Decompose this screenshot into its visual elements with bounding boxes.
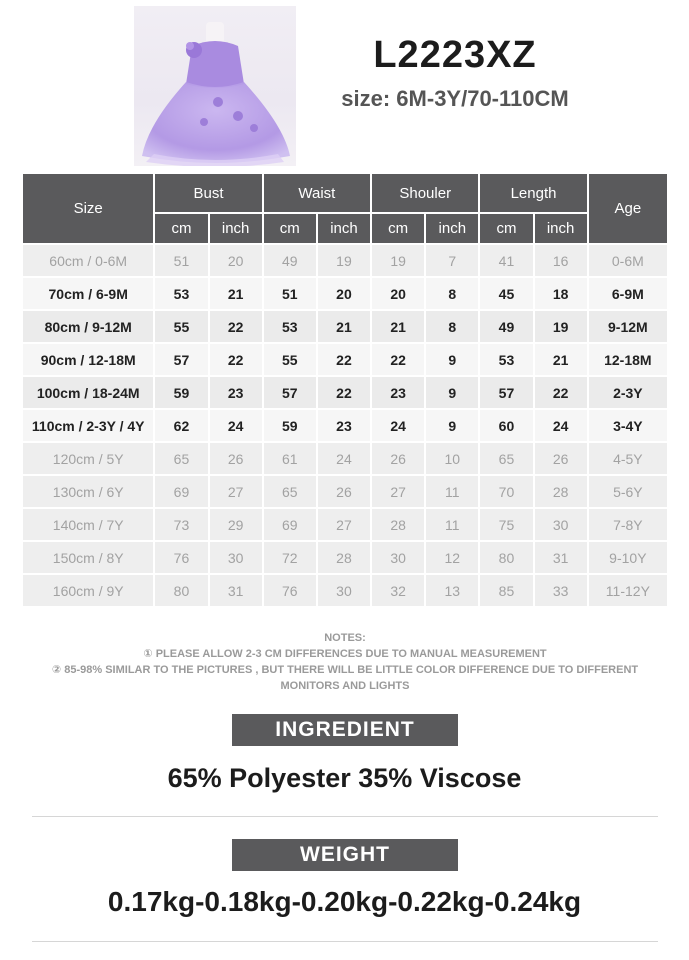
measure-cell: 28: [318, 542, 370, 573]
table-row: [23, 344, 667, 375]
measure-cell: 20: [210, 245, 262, 276]
notes-line-1: ① PLEASE ALLOW 2-3 CM DIFFERENCES DUE TO MANUAL MEASUREMENT: [143, 648, 547, 660]
measure-cell: 21: [210, 278, 262, 309]
unit-header: inch: [210, 214, 262, 243]
measure-cell: 65: [480, 443, 532, 474]
measure-cell: 80: [480, 542, 532, 573]
measure-cell: 26: [535, 443, 587, 474]
measure-cell: 51: [264, 278, 316, 309]
bust-header: Bust: [155, 174, 261, 212]
measure-cell: 30: [372, 542, 424, 573]
size-cell: 110cm / 2-3Y / 4Y: [23, 410, 153, 441]
measure-cell: 73: [155, 509, 207, 540]
size-cell: 60cm / 0-6M: [23, 245, 153, 276]
table-row: [23, 443, 667, 474]
age-cell: 9-10Y: [589, 542, 667, 573]
measure-cell: 12: [426, 542, 478, 573]
measure-cell: 27: [372, 476, 424, 507]
measure-cell: 21: [318, 311, 370, 342]
measure-cell: 22: [318, 377, 370, 408]
measure-cell: 11: [426, 476, 478, 507]
measure-cell: 65: [155, 443, 207, 474]
size-cell: 70cm / 6-9M: [23, 278, 153, 309]
size-chart-body: [23, 245, 667, 606]
age-cell: 11-12Y: [589, 575, 667, 606]
notes: [30, 630, 660, 694]
age-cell: 4-5Y: [589, 443, 667, 474]
measure-cell: 26: [210, 443, 262, 474]
notes-line-3: MONITORS AND LIGHTS: [280, 680, 410, 692]
table-row: [23, 410, 667, 441]
ingredient-heading: INGREDIENT: [232, 714, 458, 746]
table-row: [23, 509, 667, 540]
measure-cell: 19: [372, 245, 424, 276]
measure-cell: 26: [372, 443, 424, 474]
measure-cell: 32: [372, 575, 424, 606]
size-cell: 150cm / 8Y: [23, 542, 153, 573]
ingredient-text: 65% Polyester 35% Viscose: [167, 763, 522, 793]
measure-cell: 30: [535, 509, 587, 540]
measure-cell: 65: [264, 476, 316, 507]
measure-cell: 20: [372, 278, 424, 309]
measure-cell: 80: [155, 575, 207, 606]
measure-cell: 33: [535, 575, 587, 606]
measure-cell: 22: [210, 344, 262, 375]
measure-cell: 69: [264, 509, 316, 540]
measure-cell: 51: [155, 245, 207, 276]
measure-cell: 11: [426, 509, 478, 540]
measure-cell: 31: [210, 575, 262, 606]
measure-cell: 59: [155, 377, 207, 408]
measure-cell: 28: [535, 476, 587, 507]
measure-cell: 7: [426, 245, 478, 276]
measure-cell: 9: [426, 344, 478, 375]
measure-cell: 26: [318, 476, 370, 507]
measure-cell: 59: [264, 410, 316, 441]
weight-heading: WEIGHT: [232, 839, 458, 871]
size-cell: 90cm / 12-18M: [23, 344, 153, 375]
measure-cell: 9: [426, 377, 478, 408]
measure-cell: 23: [372, 377, 424, 408]
measure-cell: 76: [155, 542, 207, 573]
measure-cell: 76: [264, 575, 316, 606]
measure-cell: 8: [426, 311, 478, 342]
measure-cell: 22: [372, 344, 424, 375]
measure-cell: 57: [480, 377, 532, 408]
size-cell: 80cm / 9-12M: [23, 311, 153, 342]
table-row: [23, 377, 667, 408]
measure-cell: 55: [155, 311, 207, 342]
measure-cell: 45: [480, 278, 532, 309]
measure-cell: 41: [480, 245, 532, 276]
measure-cell: 8: [426, 278, 478, 309]
divider: [32, 816, 658, 817]
size-cell: 130cm / 6Y: [23, 476, 153, 507]
table-row: [23, 278, 667, 309]
measure-cell: 23: [210, 377, 262, 408]
table-row: [23, 245, 667, 276]
measure-cell: 31: [535, 542, 587, 573]
notes-title: NOTES:: [324, 632, 366, 644]
measure-cell: 19: [318, 245, 370, 276]
waist-header: Waist: [264, 174, 370, 212]
weight-text: 0.17kg-0.18kg-0.20kg-0.22kg-0.24kg: [107, 886, 582, 917]
unit-header: inch: [318, 214, 370, 243]
measure-cell: 21: [535, 344, 587, 375]
measure-cell: 27: [318, 509, 370, 540]
measure-cell: 53: [480, 344, 532, 375]
product-photo: [134, 6, 296, 166]
measure-cell: 24: [318, 443, 370, 474]
divider: [32, 941, 658, 942]
measure-cell: 22: [318, 344, 370, 375]
size-cell: 100cm / 18-24M: [23, 377, 153, 408]
measure-cell: 19: [535, 311, 587, 342]
measure-cell: 13: [426, 575, 478, 606]
measure-cell: 10: [426, 443, 478, 474]
table-row: [23, 476, 667, 507]
measure-cell: 24: [372, 410, 424, 441]
size-range: size: 6M-3Y/70-110CM: [341, 86, 569, 111]
measure-cell: 49: [480, 311, 532, 342]
unit-header: inch: [535, 214, 587, 243]
measure-cell: 69: [155, 476, 207, 507]
measure-cell: 70: [480, 476, 532, 507]
measure-cell: 23: [318, 410, 370, 441]
measure-cell: 55: [264, 344, 316, 375]
unit-header: inch: [426, 214, 478, 243]
table-row: [23, 575, 667, 606]
unit-header: cm: [480, 214, 532, 243]
age-cell: 0-6M: [589, 245, 667, 276]
measure-cell: 22: [210, 311, 262, 342]
measure-cell: 21: [372, 311, 424, 342]
measure-cell: 18: [535, 278, 587, 309]
measure-cell: 75: [480, 509, 532, 540]
measure-cell: 53: [264, 311, 316, 342]
measure-cell: 28: [372, 509, 424, 540]
measure-cell: 9: [426, 410, 478, 441]
measure-cell: 16: [535, 245, 587, 276]
notes-line-2: ② 85-98% SIMILAR TO THE PICTURES , BUT THERE WILL BE LITTLE COLOR DIFFERENCE DUE TO DIFFERENT: [51, 664, 639, 676]
measure-cell: 53: [155, 278, 207, 309]
measure-cell: 57: [264, 377, 316, 408]
length-header: Length: [480, 174, 586, 212]
age-header: Age: [589, 174, 667, 243]
measure-cell: 30: [318, 575, 370, 606]
measure-cell: 72: [264, 542, 316, 573]
measure-cell: 57: [155, 344, 207, 375]
age-cell: 6-9M: [589, 278, 667, 309]
age-cell: 3-4Y: [589, 410, 667, 441]
size-header: Size: [23, 174, 153, 243]
measure-cell: 27: [210, 476, 262, 507]
shoulder-header: Shouler: [372, 174, 478, 212]
measure-cell: 49: [264, 245, 316, 276]
measure-cell: 85: [480, 575, 532, 606]
measure-cell: 22: [535, 377, 587, 408]
measure-cell: 20: [318, 278, 370, 309]
age-cell: 5-6Y: [589, 476, 667, 507]
measure-cell: 60: [480, 410, 532, 441]
measure-cell: 61: [264, 443, 316, 474]
unit-header: cm: [155, 214, 207, 243]
size-cell: 140cm / 7Y: [23, 509, 153, 540]
age-cell: 9-12M: [589, 311, 667, 342]
table-row: [23, 311, 667, 342]
measure-cell: 30: [210, 542, 262, 573]
unit-header: cm: [264, 214, 316, 243]
measure-cell: 29: [210, 509, 262, 540]
unit-header: cm: [372, 214, 424, 243]
size-cell: 160cm / 9Y: [23, 575, 153, 606]
product-code: L2223XZ: [373, 34, 537, 76]
size-chart-table: [21, 172, 669, 608]
measure-cell: 24: [210, 410, 262, 441]
age-cell: 2-3Y: [589, 377, 667, 408]
measure-cell: 24: [535, 410, 587, 441]
age-cell: 7-8Y: [589, 509, 667, 540]
size-cell: 120cm / 5Y: [23, 443, 153, 474]
purple-dress-photo-icon: [134, 6, 296, 166]
table-row: [23, 542, 667, 573]
measure-cell: 62: [155, 410, 207, 441]
age-cell: 12-18M: [589, 344, 667, 375]
